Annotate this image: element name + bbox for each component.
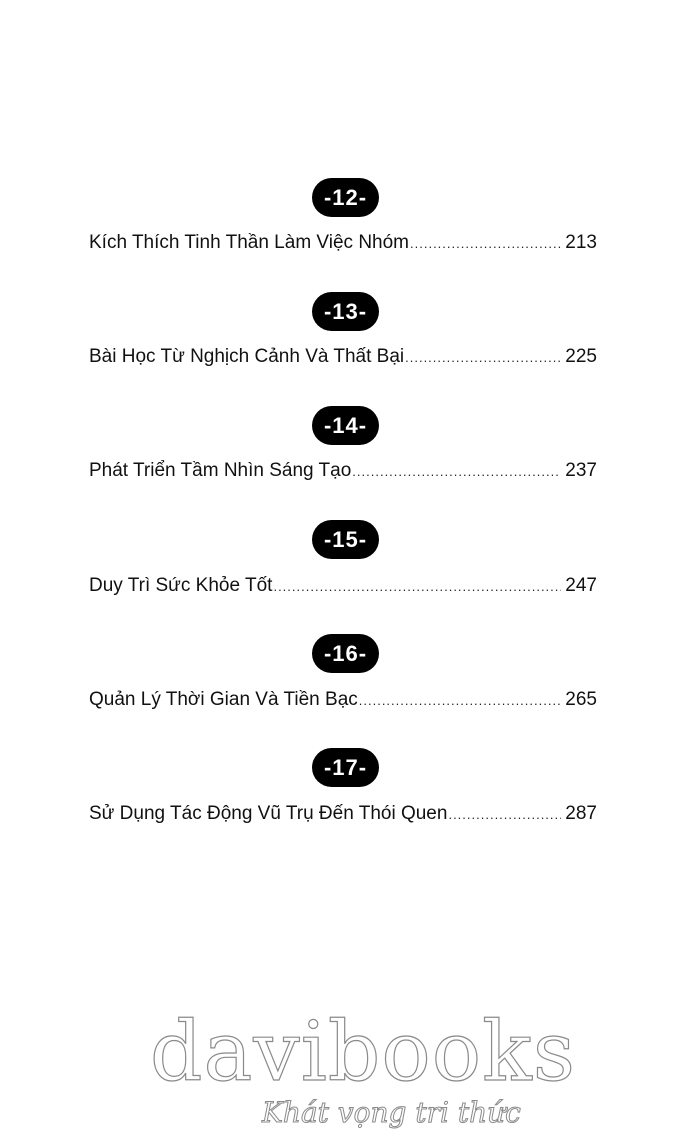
- toc-row: [89, 343, 597, 371]
- toc-row: [89, 457, 597, 485]
- chapter-title: Duy Trì Sức Khỏe Tốt: [89, 575, 273, 596]
- publisher-watermark: [150, 1003, 576, 1139]
- chapter-number-badge: -14-: [312, 406, 379, 445]
- chapter-title: Phát Triển Tầm Nhìn Sáng Tạo: [89, 460, 352, 481]
- chapter-number-badge: -13-: [312, 292, 379, 331]
- chapter-number-badge: -17-: [312, 748, 379, 787]
- toc-row: [89, 572, 597, 600]
- dot-leader: [352, 458, 561, 486]
- toc-row: [89, 800, 597, 828]
- dot-leader: [405, 344, 561, 372]
- chapter-title: Sử Dụng Tác Động Vũ Trụ Đến Thói Quen: [89, 803, 448, 824]
- publisher-tagline: Khát vọng tri thức: [262, 1096, 521, 1129]
- page-number: 265: [565, 689, 597, 710]
- page-number: 247: [565, 575, 597, 596]
- publisher-logo-text: davibooks: [150, 1005, 576, 1100]
- page-number: 213: [565, 232, 597, 253]
- dot-leader: [273, 573, 561, 601]
- page-number: 237: [565, 460, 597, 481]
- toc-row: [89, 686, 597, 714]
- chapter-title: Quản Lý Thời Gian Và Tiền Bạc: [89, 689, 358, 710]
- toc-row: [89, 229, 597, 257]
- dot-leader: [359, 687, 562, 715]
- page-number: 225: [565, 346, 597, 367]
- chapter-number-badge: -16-: [312, 634, 379, 673]
- chapter-number-badge: -12-: [312, 178, 379, 217]
- page-number: 287: [565, 803, 597, 824]
- chapter-number-badge: -15-: [312, 520, 379, 559]
- dot-leader: [448, 801, 561, 829]
- chapter-title: Kích Thích Tinh Thần Làm Việc Nhóm: [89, 232, 410, 253]
- chapter-title: Bài Học Từ Nghịch Cảnh Và Thất Bại: [89, 346, 405, 367]
- dot-leader: [410, 230, 561, 258]
